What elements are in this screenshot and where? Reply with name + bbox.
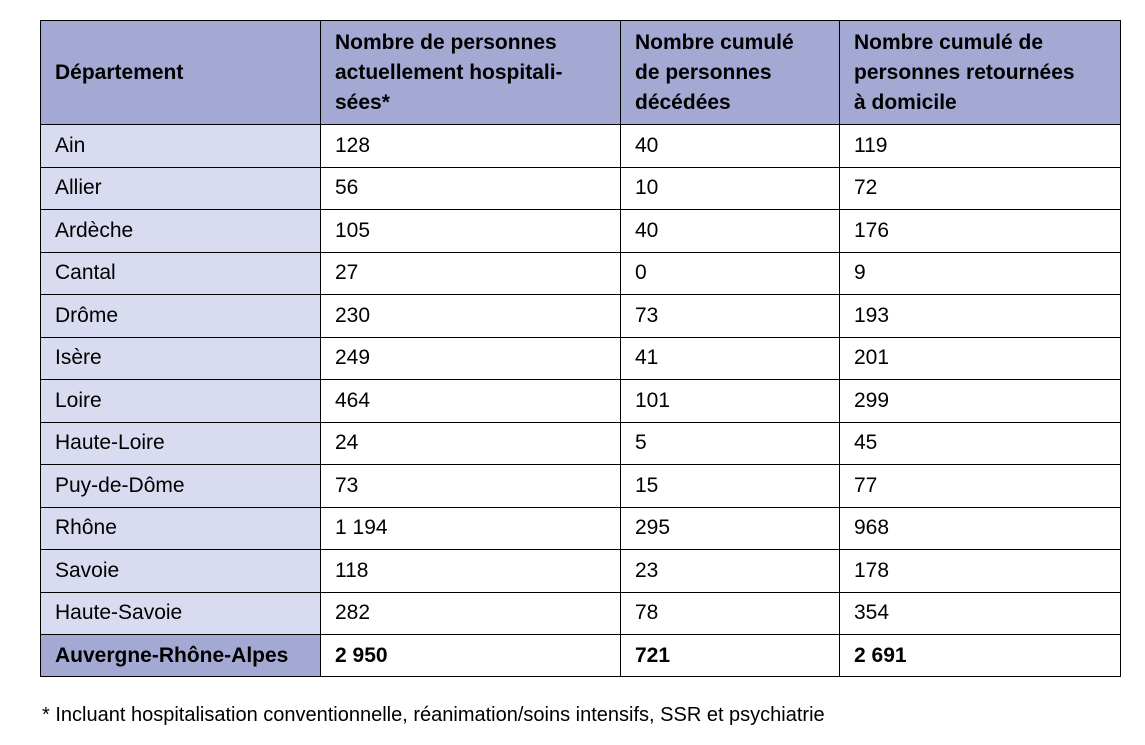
table-row (41, 380, 1121, 423)
hospitalization-table (40, 20, 1121, 677)
cell-retours: 201 (840, 337, 1121, 380)
header-departement (41, 21, 321, 125)
footnote: * Incluant hospitalisation conventionnelle, réanimation/soins intensifs, SSR et psychiatrie (42, 704, 825, 726)
header-line: à domicile (854, 90, 957, 114)
cell-retours: 299 (840, 380, 1121, 423)
table-row (41, 252, 1121, 295)
header-line: Nombre cumulé (635, 30, 794, 54)
cell-departement: Haute-Loire (41, 422, 321, 465)
table-row (41, 507, 1121, 550)
header-line: Nombre cumulé de (854, 30, 1044, 54)
total-decedes: 721 (621, 635, 840, 677)
cell-departement: Savoie (41, 550, 321, 593)
cell-retours: 178 (840, 550, 1121, 593)
cell-decedes: 78 (621, 592, 840, 635)
header-row (41, 21, 1121, 125)
cell-departement: Rhône (41, 507, 321, 550)
cell-decedes: 23 (621, 550, 840, 593)
cell-hospitalises: 1 194 (321, 507, 621, 550)
cell-decedes: 101 (621, 380, 840, 423)
header-line: sées* (335, 90, 390, 114)
total-row (41, 635, 1121, 677)
header-line: actuellement hospitali- (335, 60, 563, 84)
table-row (41, 592, 1121, 635)
cell-retours: 45 (840, 422, 1121, 465)
cell-hospitalises: 24 (321, 422, 621, 465)
total-retours: 2 691 (840, 635, 1121, 677)
header-decedes (621, 21, 840, 125)
header-line: personnes retournées (854, 60, 1075, 84)
cell-retours: 77 (840, 465, 1121, 508)
cell-decedes: 15 (621, 465, 840, 508)
cell-hospitalises: 27 (321, 252, 621, 295)
header-line: de personnes (635, 60, 772, 84)
cell-retours: 119 (840, 125, 1121, 168)
cell-hospitalises: 73 (321, 465, 621, 508)
cell-hospitalises: 464 (321, 380, 621, 423)
total-label: Auvergne-Rhône-Alpes (41, 635, 321, 677)
table-row (41, 550, 1121, 593)
cell-decedes: 10 (621, 167, 840, 210)
cell-decedes: 40 (621, 210, 840, 253)
cell-hospitalises: 230 (321, 295, 621, 338)
table-row (41, 125, 1121, 168)
cell-hospitalises: 118 (321, 550, 621, 593)
table-row (41, 167, 1121, 210)
table-header (41, 21, 1121, 125)
table-row (41, 422, 1121, 465)
cell-decedes: 41 (621, 337, 840, 380)
cell-hospitalises: 282 (321, 592, 621, 635)
cell-decedes: 5 (621, 422, 840, 465)
table-row (41, 337, 1121, 380)
cell-departement: Isère (41, 337, 321, 380)
table-row (41, 465, 1121, 508)
cell-decedes: 295 (621, 507, 840, 550)
cell-retours: 354 (840, 592, 1121, 635)
cell-departement: Puy-de-Dôme (41, 465, 321, 508)
cell-decedes: 73 (621, 295, 840, 338)
cell-departement: Cantal (41, 252, 321, 295)
cell-departement: Drôme (41, 295, 321, 338)
cell-departement: Ain (41, 125, 321, 168)
total-hospitalises: 2 950 (321, 635, 621, 677)
table-row (41, 295, 1121, 338)
table-body (41, 125, 1121, 635)
cell-departement: Loire (41, 380, 321, 423)
cell-hospitalises: 249 (321, 337, 621, 380)
cell-decedes: 0 (621, 252, 840, 295)
cell-retours: 72 (840, 167, 1121, 210)
cell-departement: Haute-Savoie (41, 592, 321, 635)
table-footer (41, 635, 1121, 677)
header-line: décédées (635, 90, 731, 114)
cell-departement: Ardèche (41, 210, 321, 253)
cell-decedes: 40 (621, 125, 840, 168)
cell-departement: Allier (41, 167, 321, 210)
header-line: Nombre de personnes (335, 30, 557, 54)
cell-hospitalises: 56 (321, 167, 621, 210)
cell-retours: 968 (840, 507, 1121, 550)
cell-retours: 9 (840, 252, 1121, 295)
header-line: Département (55, 60, 184, 84)
table-row (41, 210, 1121, 253)
cell-retours: 176 (840, 210, 1121, 253)
cell-hospitalises: 128 (321, 125, 621, 168)
cell-retours: 193 (840, 295, 1121, 338)
header-retours-domicile (840, 21, 1121, 125)
header-hospitalises (321, 21, 621, 125)
cell-hospitalises: 105 (321, 210, 621, 253)
